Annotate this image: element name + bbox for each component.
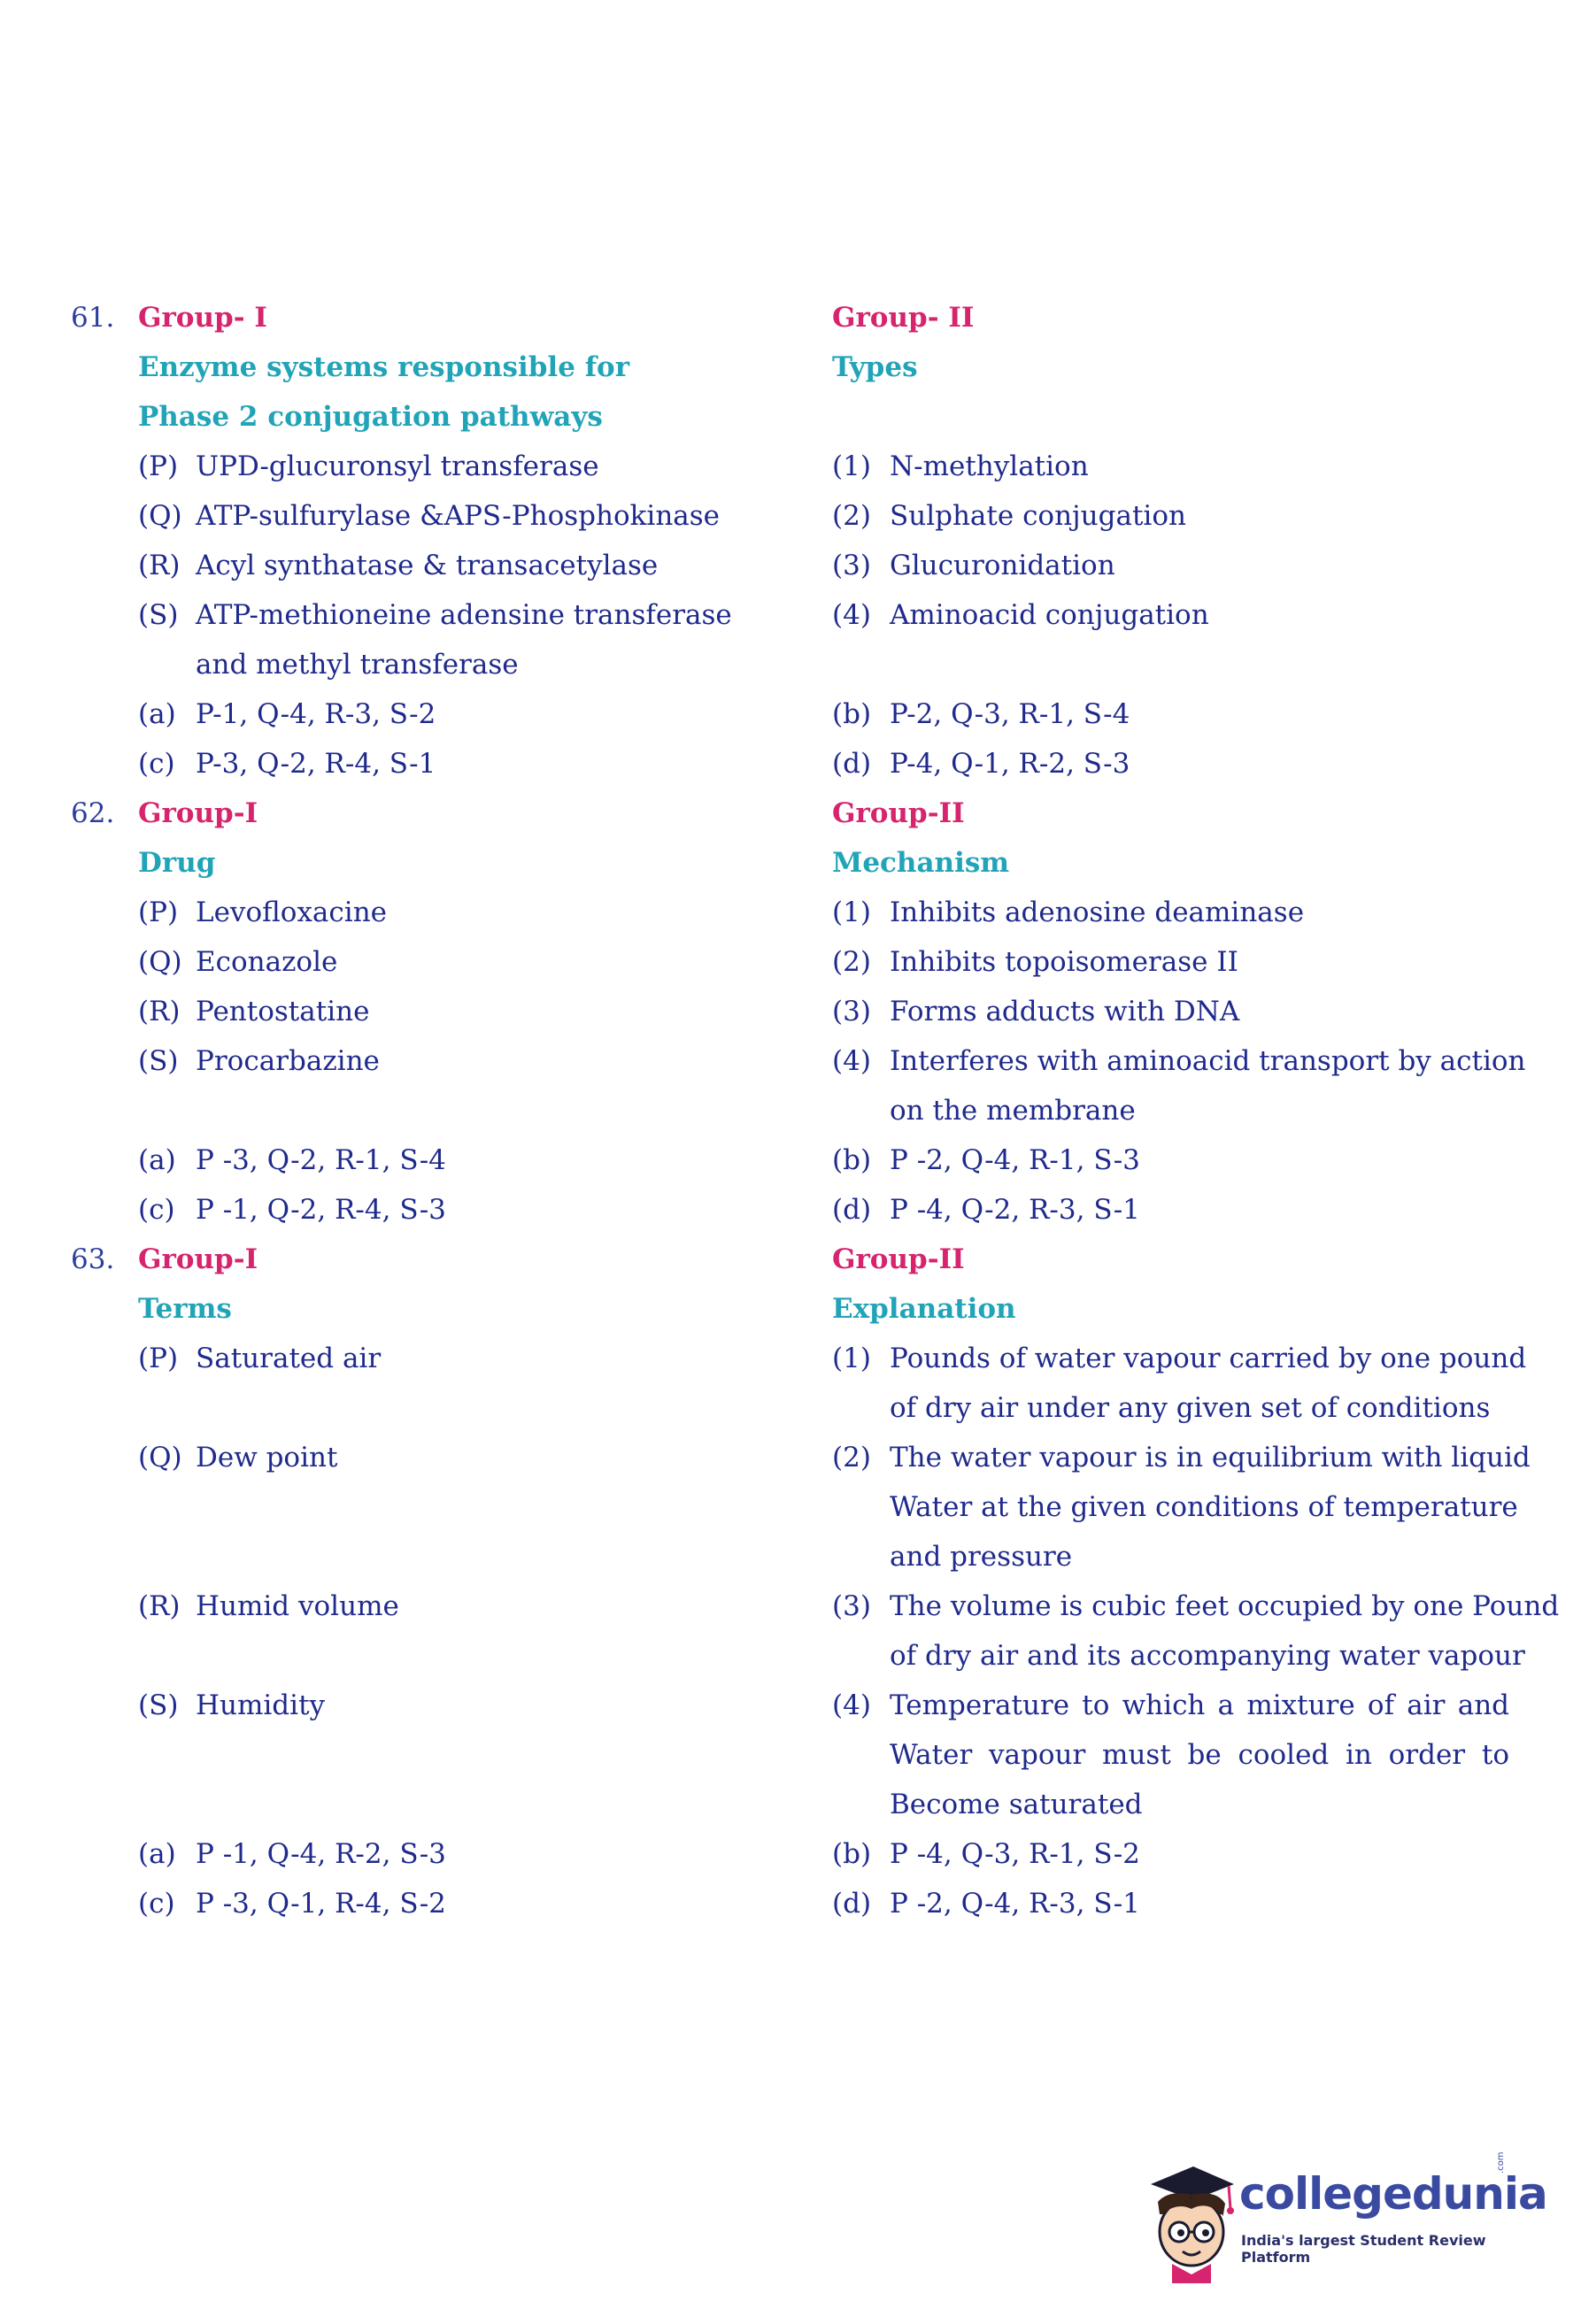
option-key: (b)	[832, 1144, 872, 1176]
item-key: (3)	[832, 550, 871, 581]
item-text: Acyl synthatase & transacetylase	[196, 550, 659, 581]
item-key: (Q)	[138, 946, 182, 978]
question-number: 61.	[71, 302, 115, 334]
item-text: ATP-sulfurylase &APS-Phosphokinase	[196, 500, 721, 532]
option-key: (a)	[138, 1838, 176, 1870]
option-key: (b)	[832, 1838, 872, 1870]
logo-tagline: India's largest Student Review Platform	[1241, 2232, 1486, 2266]
item-key: (S)	[138, 1689, 179, 1721]
option-key: (a)	[138, 698, 176, 730]
item-text: Econazole	[196, 946, 338, 978]
option-key: (a)	[138, 1144, 176, 1176]
group-i-heading: Group-I	[138, 1243, 258, 1275]
question-number: 62.	[71, 797, 115, 829]
option-key: (b)	[832, 698, 872, 730]
item-key: (S)	[138, 1045, 179, 1077]
item-key: (4)	[832, 599, 871, 631]
item-key: (4)	[832, 1689, 871, 1721]
option-text: P -3, Q-2, R-1, S-4	[196, 1144, 446, 1176]
left-category-line: Drug	[138, 847, 216, 879]
option-text: P -4, Q-3, R-1, S-2	[890, 1838, 1140, 1870]
item-text: Interferes with aminoacid transport by action	[890, 1045, 1526, 1077]
option-text: P-2, Q-3, R-1, S-4	[890, 698, 1130, 730]
right-category-line: Mechanism	[832, 847, 1010, 879]
item-text: ATP-methioneine adensine transferase	[196, 599, 732, 631]
item-text: The volume is cubic feet occupied by one Pound	[890, 1590, 1560, 1622]
item-text: Temperature to which a mixture of air and	[890, 1689, 1509, 1721]
item-text: Pounds of water vapour carried by one pound	[890, 1343, 1527, 1374]
option-text: P-4, Q-1, R-2, S-3	[890, 748, 1130, 780]
group-ii-heading: Group-II	[832, 797, 965, 829]
left-category-line: Terms	[138, 1293, 232, 1325]
group-ii-heading: Group- II	[832, 302, 975, 334]
item-text: Pentostatine	[196, 996, 370, 1027]
group-ii-heading: Group-II	[832, 1243, 965, 1275]
option-text: P-3, Q-2, R-4, S-1	[196, 748, 436, 780]
item-text-continued: and methyl transferase	[196, 649, 519, 681]
option-key: (c)	[138, 1888, 175, 1920]
option-text: P -1, Q-2, R-4, S-3	[196, 1194, 446, 1226]
item-key: (1)	[832, 897, 871, 928]
item-text: Humidity	[196, 1689, 326, 1721]
item-text-continued: and pressure	[890, 1541, 1073, 1573]
left-category-line: Phase 2 conjugation pathways	[138, 401, 603, 433]
item-text: Forms adducts with DNA	[890, 996, 1240, 1027]
option-key: (c)	[138, 1194, 175, 1226]
option-text: P -2, Q-4, R-1, S-3	[890, 1144, 1140, 1176]
option-text: P -1, Q-4, R-2, S-3	[196, 1838, 446, 1870]
item-key: (3)	[832, 996, 871, 1027]
item-text-continued: of dry air under any given set of conditions	[890, 1392, 1491, 1424]
item-key: (Q)	[138, 500, 182, 532]
item-text-continued: of dry air and its accompanying water vapour	[890, 1640, 1525, 1672]
item-text-continued: Become saturated	[890, 1789, 1143, 1820]
right-category-line: Types	[832, 351, 918, 383]
item-key: (2)	[832, 1442, 871, 1474]
item-text: Humid volume	[196, 1590, 399, 1622]
item-text: Aminoacid conjugation	[890, 599, 1209, 631]
item-key: (P)	[138, 1343, 179, 1374]
right-category-line: Explanation	[832, 1293, 1016, 1325]
item-key: (1)	[832, 1343, 871, 1374]
item-text: N-methylation	[890, 450, 1089, 482]
option-key: (d)	[832, 1888, 872, 1920]
option-key: (c)	[138, 748, 175, 780]
item-key: (4)	[832, 1045, 871, 1077]
item-key: (P)	[138, 450, 179, 482]
item-key: (R)	[138, 550, 181, 581]
item-text: Inhibits topoisomerase II	[890, 946, 1238, 978]
item-key: (P)	[138, 897, 179, 928]
item-key: (2)	[832, 946, 871, 978]
item-text: Levofloxacine	[196, 897, 388, 928]
logo-wordmark: collegedunia	[1239, 2168, 1547, 2220]
option-key: (d)	[832, 748, 872, 780]
item-text: Procarbazine	[196, 1045, 380, 1077]
group-i-heading: Group-I	[138, 797, 258, 829]
left-category-line: Enzyme systems responsible for	[138, 351, 630, 383]
option-key: (d)	[832, 1194, 872, 1226]
collegedunia-logo	[1142, 2151, 1547, 2283]
item-key: (2)	[832, 500, 871, 532]
student-mascot-icon	[1142, 2151, 1239, 2283]
item-text: Inhibits adenosine deaminase	[890, 897, 1305, 928]
item-text-continued: on the membrane	[890, 1095, 1136, 1127]
item-text: The water vapour is in equilibrium with liquid	[890, 1442, 1531, 1474]
option-text: P -4, Q-2, R-3, S-1	[890, 1194, 1140, 1226]
item-key: (S)	[138, 599, 179, 631]
option-text: P -3, Q-1, R-4, S-2	[196, 1888, 446, 1920]
item-text-continued: Water vapour must be cooled in order to	[890, 1739, 1509, 1771]
item-key: (1)	[832, 450, 871, 482]
item-text: Sulphate conjugation	[890, 500, 1186, 532]
item-text-continued: Water at the given conditions of temperature	[890, 1491, 1518, 1523]
item-key: (3)	[832, 1590, 871, 1622]
item-text: UPD-glucuronsyl transferase	[196, 450, 599, 482]
item-key: (R)	[138, 1590, 181, 1622]
item-text: Glucuronidation	[890, 550, 1115, 581]
item-text: Saturated air	[196, 1343, 382, 1374]
item-key: (Q)	[138, 1442, 182, 1474]
logo-domain-suffix: .com	[1496, 2151, 1506, 2174]
question-number: 63.	[71, 1243, 115, 1275]
item-key: (R)	[138, 996, 181, 1027]
option-text: P -2, Q-4, R-3, S-1	[890, 1888, 1140, 1920]
group-i-heading: Group- I	[138, 302, 267, 334]
option-text: P-1, Q-4, R-3, S-2	[196, 698, 436, 730]
item-text: Dew point	[196, 1442, 338, 1474]
